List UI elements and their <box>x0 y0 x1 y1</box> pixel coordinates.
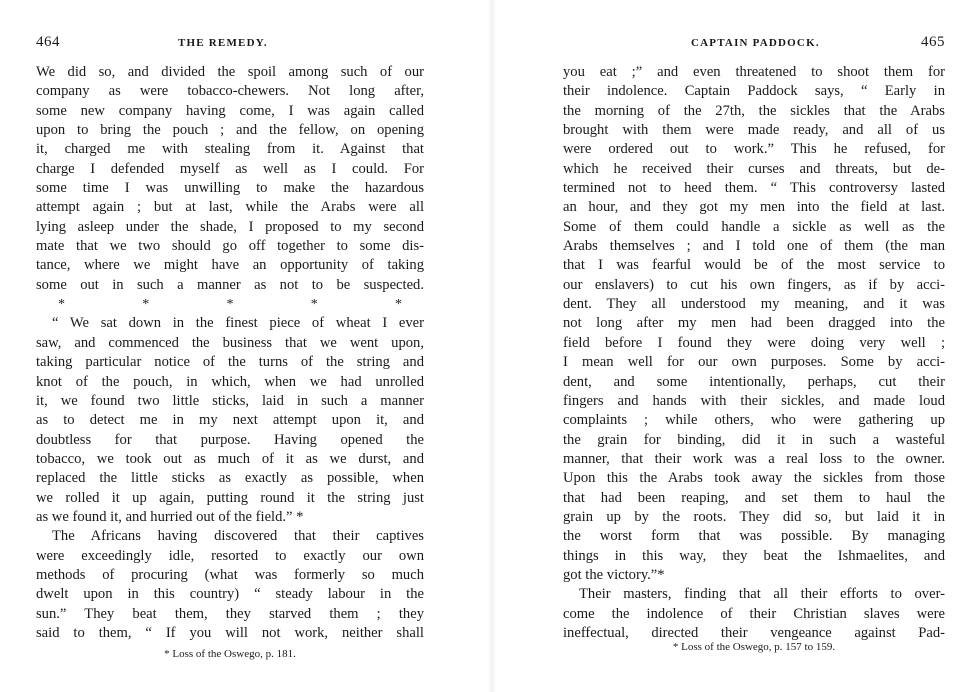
text-line: Their masters, finding that all their efforts to over- <box>579 586 945 603</box>
text-line: knot of the pouch, in which, when we had unrolled <box>36 373 424 390</box>
text-line: Upon this the Arabs took away the sickles from those <box>563 470 945 487</box>
text-line: Arabs themselves ; and I told one of them (the man <box>563 238 945 255</box>
text-line: it, we found two little sticks, laid in such a manner <box>36 392 424 409</box>
left-page-header <box>36 34 424 52</box>
text-line: the worst form that was possible. By managing <box>563 528 945 545</box>
text-line: replaced the little sticks as exactly as possible, when <box>36 470 424 487</box>
left-running-head: THE REMEDY. <box>178 37 268 49</box>
text-line: fingers and hands with their sickles, and made loud <box>563 392 945 409</box>
text-line: mate that we two should go off together to some dis- <box>36 238 424 255</box>
star: * <box>310 297 318 313</box>
text-line: that had been reaping, and set them to haul the <box>563 489 945 506</box>
star: * <box>142 297 150 313</box>
text-line: ineffectual, directed their vengeance against Pad- <box>563 624 945 641</box>
section-break-stars <box>36 295 424 314</box>
text-line: “ We sat down in the finest piece of wheat I ever <box>52 315 424 332</box>
text-line: the morning of the 27th, the sickles that the Arabs <box>563 102 945 119</box>
left-page-body <box>36 63 424 643</box>
text-line: we rolled it up again, putting round it the string just <box>36 489 424 506</box>
text-line: said to them, “ If you will not work, neither shall <box>36 624 424 641</box>
text-line: dent. They all understood my meaning, and it was <box>563 296 945 313</box>
text-line: brought with them were made ready, and all of us <box>563 122 945 139</box>
text-line: our enslavers) to cut his own fingers, as if by acci- <box>563 276 945 293</box>
right-page-body <box>563 63 945 643</box>
text-line: manner, that their work was a real loss to the owner. <box>563 450 945 467</box>
text-line: some new company having come, I was again called <box>36 102 424 119</box>
text-line: taking particular notice of the turns of the string and <box>36 354 424 371</box>
text-line: company as were tobacco-chewers. Not long after, <box>36 83 424 100</box>
text-line: as we found it, and hurried out of the field.” * <box>36 508 304 525</box>
right-running-head: CAPTAIN PADDOCK. <box>691 37 820 49</box>
text-line: dwelt upon in this country) “ steady labour in the <box>36 586 424 603</box>
star: * <box>395 297 402 313</box>
left-page <box>36 0 424 692</box>
text-line: field before I found they were doing very well ; <box>563 334 945 351</box>
right-page <box>563 0 945 692</box>
left-footnote: * Loss of the Oswego, p. 181. <box>164 648 296 660</box>
text-line: were exceedingly idle, resorted to exactly our own <box>36 547 424 564</box>
text-line: lying asleep under the shade, I proposed to my second <box>36 218 424 235</box>
text-line: some time I was unwilling to make the hazardous <box>36 180 424 197</box>
right-footnote: * Loss of the Oswego, p. 157 to 159. <box>672 641 836 653</box>
text-line: the grain for binding, did it in such a wasteful <box>563 431 945 448</box>
text-line: The Africans having discovered that their captives <box>52 528 424 545</box>
text-line: termined not to heed them. “ This controversy lasted <box>563 180 945 197</box>
right-page-header <box>563 34 945 52</box>
star: * <box>58 297 65 313</box>
text-line: tobacco, we took out as much of it as we durst, and <box>36 450 424 467</box>
text-line: We did so, and divided the spoil among such of our <box>36 64 424 80</box>
text-line: saw, and commenced the business that we went upon, <box>36 334 424 351</box>
text-line: tance, where we might have an opportunity of taking <box>36 257 424 274</box>
text-line: Some of them could handle a sickle as well as the <box>563 218 945 235</box>
text-line: dent, and some intentionally, perhaps, cut their <box>563 373 945 390</box>
text-line: it, charged me with stealing from it. Against that <box>36 141 424 158</box>
text-line: some out in such a manner as not to be suspected. <box>36 276 424 293</box>
text-line: which he received their curses and threats, but de- <box>563 160 945 177</box>
text-line: attempt again ; but at last, while the Arabs were all <box>36 199 424 216</box>
text-line: were ordered out to work.” This he refused, for <box>563 141 945 158</box>
star: * <box>226 297 234 313</box>
text-line: sun.” They beat them, they starved them ; they <box>36 605 424 622</box>
text-line: you eat ;” and even threatened to shoot them for <box>563 64 945 80</box>
text-line: not long after my men had been dragged into the <box>563 315 945 332</box>
text-line: grain up by the roots. They did so, but laid it in <box>563 508 945 525</box>
text-line: come the indolence of their Christian slaves were <box>563 605 945 622</box>
text-line: doubtless for that purpose. Having opened the <box>36 431 424 448</box>
text-line: an hour, and they got my men into the field at last. <box>563 199 945 216</box>
text-line: methods of procuring (what was formerly so much <box>36 566 424 583</box>
text-line: as to detect me in my next attempt upon it, and <box>36 412 424 429</box>
text-line: things in this way, they beat the Ishmaelites, and <box>563 547 945 564</box>
right-page-number: 465 <box>921 34 945 50</box>
text-line: their indolence. Captain Paddock says, “ Early in <box>563 83 945 100</box>
text-line: got the victory.”* <box>563 566 665 583</box>
left-page-number: 464 <box>36 34 60 50</box>
text-line: I mean well for our own purposes. Some by acci- <box>563 354 945 371</box>
text-line: that I was fearful would be of the most service to <box>563 257 945 274</box>
text-line: charge I defended myself as well as I could. For <box>36 160 424 177</box>
page-gutter <box>488 0 496 692</box>
text-line: upon to bring the pouch ; and the fellow, on opening <box>36 122 424 139</box>
text-line: complaints ; while others, who were gathering up <box>563 412 945 429</box>
